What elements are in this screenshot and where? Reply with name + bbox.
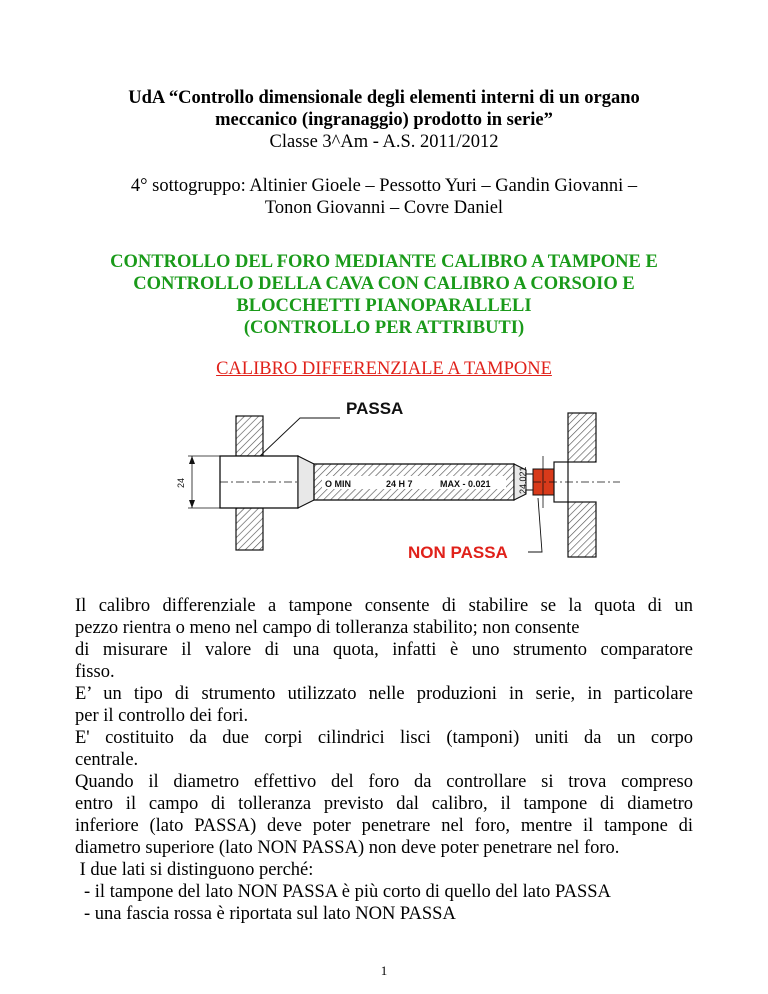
text-line: Quando il diametro effettivo del foro da controllare si trova compreso bbox=[75, 772, 693, 792]
text-line: inferiore (lato PASSA) deve poter penetrare nel foro, mentre il tampone di bbox=[75, 816, 693, 836]
section-title-line-1: CONTROLLO DEL FORO MEDIANTE CALIBRO A TAMPONE E bbox=[110, 252, 658, 272]
left-collar-top bbox=[236, 416, 263, 456]
section-title-line-3: BLOCCHETTI PIANOPARALLELI bbox=[236, 296, 532, 316]
group-line-2: Tonon Giovanni – Covre Daniel bbox=[264, 198, 504, 218]
section-title-line-2: CONTROLLO DELLA CAVA CON CALIBRO A CORSOIO E bbox=[133, 274, 635, 294]
marking-min: O MIN bbox=[325, 479, 351, 489]
text-line: E' costituito da due corpi cilindrici lisci (tamponi) uniti da un corpo bbox=[75, 728, 693, 748]
list-item: - il tampone del lato NON PASSA è più corto di quello del lato PASSA bbox=[84, 882, 611, 902]
text-line: di misurare il valore di una quota, infatti è uno strumento comparatore bbox=[75, 640, 693, 660]
marking-max: MAX - 0.021 bbox=[440, 479, 491, 489]
dim-right: 24.021 bbox=[518, 466, 528, 494]
text-line: centrale. bbox=[75, 750, 139, 770]
subtitle: CALIBRO DIFFERENZIALE A TAMPONE bbox=[216, 359, 552, 379]
class-line: Classe 3^Am - A.S. 2011/2012 bbox=[269, 132, 499, 152]
dim-left: 24 bbox=[176, 477, 186, 488]
section-title-line-4: (CONTROLLO PER ATTRIBUTI) bbox=[243, 318, 525, 338]
label-passa: PASSA bbox=[346, 399, 404, 418]
text-line: I due lati si distinguono perché: bbox=[75, 860, 314, 880]
plug-gauge-figure bbox=[150, 390, 630, 580]
doc-title-line-2: meccanico (ingranaggio) prodotto in serie” bbox=[215, 110, 553, 130]
text-line: Il calibro differenziale a tampone consente di stabilire se la quota di un bbox=[75, 596, 693, 616]
subtitle-block bbox=[0, 358, 768, 380]
text-line: E’ un tipo di strumento utilizzato nelle produzioni in serie, in particolare bbox=[75, 684, 693, 704]
label-non-passa: NON PASSA bbox=[408, 543, 508, 562]
right-collar-top bbox=[568, 413, 596, 462]
page-number: 1 bbox=[380, 963, 388, 978]
doc-title-line-1: UdA “Controllo dimensionale degli elementi interni di un organo bbox=[128, 88, 640, 108]
group-line-1: 4° sottogruppo: Altinier Gioele – Pessotto Yuri – Gandin Giovanni – bbox=[130, 176, 638, 196]
text-line: per il controllo dei fori. bbox=[75, 706, 249, 726]
right-collar-bottom bbox=[568, 502, 596, 557]
left-collar-bottom bbox=[236, 508, 263, 550]
body-paragraph bbox=[75, 595, 693, 925]
list-item: - una fascia rossa è riportata sul lato NON PASSA bbox=[84, 904, 456, 924]
text-line: fisso. bbox=[75, 662, 115, 682]
text-line: entro il campo di tolleranza previsto dal calibro, il tampone di diametro bbox=[75, 794, 693, 814]
marking-tol: 24 H 7 bbox=[386, 479, 413, 489]
text-line: pezzo rientra o meno nel campo di tolleranza stabilito; non consente bbox=[75, 618, 580, 638]
text-line: diametro superiore (lato NON PASSA) non deve poter penetrare nel foro. bbox=[75, 838, 620, 858]
